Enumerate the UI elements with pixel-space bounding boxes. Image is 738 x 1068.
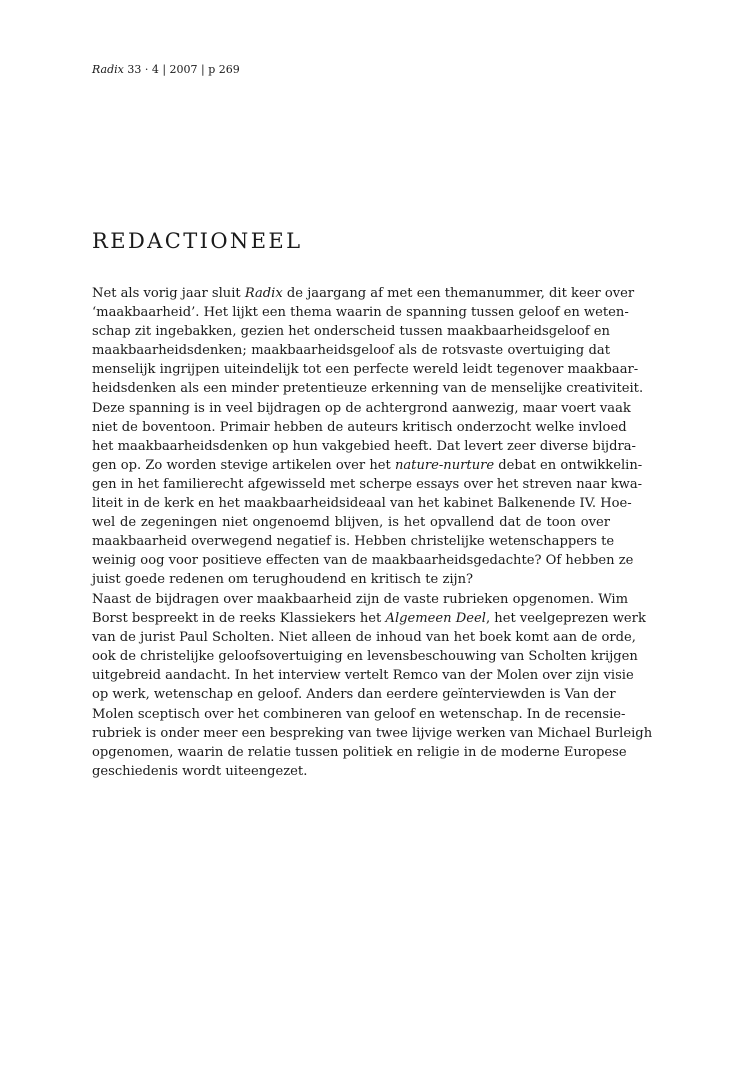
text-run: gen in het familierecht afgewisseld met scherpe essays over het streven naar kwa- bbox=[92, 476, 643, 492]
text-run: wel de zegeningen niet ongenoemd blijven, is het opvallend dat de toon over bbox=[92, 515, 610, 531]
text-run: geschiedenis wordt uiteengezet. bbox=[92, 763, 308, 779]
italic-text: Radix bbox=[244, 286, 283, 301]
running-header bbox=[92, 63, 240, 77]
text-run: Borst bespreekt in de reeks Klassiekers het bbox=[92, 611, 386, 627]
text-run: gen op. Zo worden stevige artikelen over het bbox=[92, 457, 395, 473]
text-line bbox=[92, 494, 632, 513]
text-run: ‘maakbaarheid’. Het lijkt een thema waarin de spanning tussen geloof en weten- bbox=[92, 305, 629, 321]
text-line bbox=[92, 341, 610, 360]
text-run: uitgebreid aandacht. In het interview vertelt Remco van der Molen over zijn visie bbox=[92, 668, 634, 684]
text-run: maakbaarheidsdenken; maakbaarheidsgeloof als de rotsvaste overtuiging dat bbox=[92, 343, 610, 359]
text-run: opgenomen, waarin de relatie tussen politiek en religie in de moderne Europese bbox=[92, 744, 627, 760]
text-line bbox=[92, 762, 610, 781]
text-run: liteit in de kerk en het maakbaarheidsideaal van het kabinet Balkenende IV. Hoe- bbox=[92, 496, 632, 512]
text-run: van de jurist Paul Scholten. Niet alleen de inhoud van het boek komt aan de orde, bbox=[92, 630, 636, 646]
journal-name: Radix bbox=[92, 63, 124, 76]
text-run: rubriek is onder meer een bespreking van twee lijvige werken van Michael Burleigh bbox=[92, 725, 653, 741]
text-line bbox=[92, 475, 643, 494]
text-line bbox=[92, 743, 627, 762]
text-line bbox=[92, 360, 639, 379]
text-line bbox=[92, 647, 638, 666]
text-run: Deze spanning is in veel bijdragen op de achtergrond aanwezig, maar voert vaak bbox=[92, 400, 631, 416]
text-run: debat en ontwikkelin- bbox=[494, 457, 643, 473]
text-run: de jaargang af met een themanummer, dit keer over bbox=[282, 286, 635, 301]
text-run: Net als vorig jaar sluit bbox=[92, 286, 245, 301]
text-line bbox=[92, 284, 635, 303]
text-line bbox=[92, 724, 653, 743]
text-run: ook de christelijke geloofsovertuiging en levensbeschouwing van Scholten krijgen bbox=[92, 649, 638, 665]
text-line bbox=[92, 590, 629, 609]
text-run: het maakbaarheidsdenken op hun vakgebied heeft. Dat levert zeer diverse bijdra- bbox=[92, 438, 636, 454]
text-line bbox=[92, 551, 634, 570]
text-run: schap zit ingebakken, gezien het onderscheid tussen maakbaarheidsgeloof en bbox=[92, 324, 610, 340]
text-line bbox=[92, 456, 643, 475]
text-run: juist goede redenen om terughoudend en kritisch te zijn? bbox=[92, 572, 474, 588]
text-line bbox=[92, 532, 615, 551]
text-run: Naast de bijdragen over maakbaarheid zijn de vaste rubrieken opgenomen. Wim bbox=[92, 592, 629, 607]
text-run: weinig oog voor positieve effecten van de maakbaarheidsgedachte? Of hebben ze bbox=[92, 553, 634, 569]
paragraph-2 bbox=[92, 590, 653, 781]
page-title: REDACTIONEEL bbox=[92, 229, 303, 253]
text-run: maakbaarheid overwegend negatief is. Hebben christelijke wetenschappers te bbox=[92, 534, 615, 550]
text-line bbox=[92, 513, 610, 532]
italic-text: nature-nurture bbox=[394, 457, 495, 473]
text-line bbox=[92, 303, 629, 322]
italic-text: Algemeen Deel bbox=[385, 611, 486, 627]
text-line bbox=[92, 379, 644, 398]
text-run: niet de boventoon. Primair hebben de auteurs kritisch onderzocht welke invloed bbox=[92, 419, 627, 435]
text-run: menselijk ingrijpen uiteindelijk tot een perfecte wereld leidt tegenover maakbaar- bbox=[92, 362, 639, 378]
text-run: Molen sceptisch over het combineren van geloof en wetenschap. In de recensie- bbox=[92, 706, 626, 722]
text-run: heidsdenken als een minder pretentieuze erkenning van de menselijke creativiteit. bbox=[92, 381, 644, 397]
text-line bbox=[92, 437, 636, 456]
text-run: op werk, wetenschap en geloof. Anders dan eerdere geïnterviewden is Van der bbox=[92, 687, 616, 703]
text-line bbox=[92, 399, 631, 418]
text-line bbox=[92, 705, 626, 724]
text-line bbox=[92, 628, 636, 647]
issue-info: 33 · 4 | 2007 | p 269 bbox=[127, 63, 240, 76]
text-line bbox=[92, 609, 646, 628]
text-line bbox=[92, 685, 616, 704]
text-line bbox=[92, 418, 627, 437]
text-line bbox=[92, 322, 610, 341]
text-line bbox=[92, 666, 634, 685]
text-line bbox=[92, 570, 610, 589]
paragraph-1 bbox=[92, 284, 644, 590]
text-run: , het veelgeprezen werk bbox=[485, 611, 646, 627]
